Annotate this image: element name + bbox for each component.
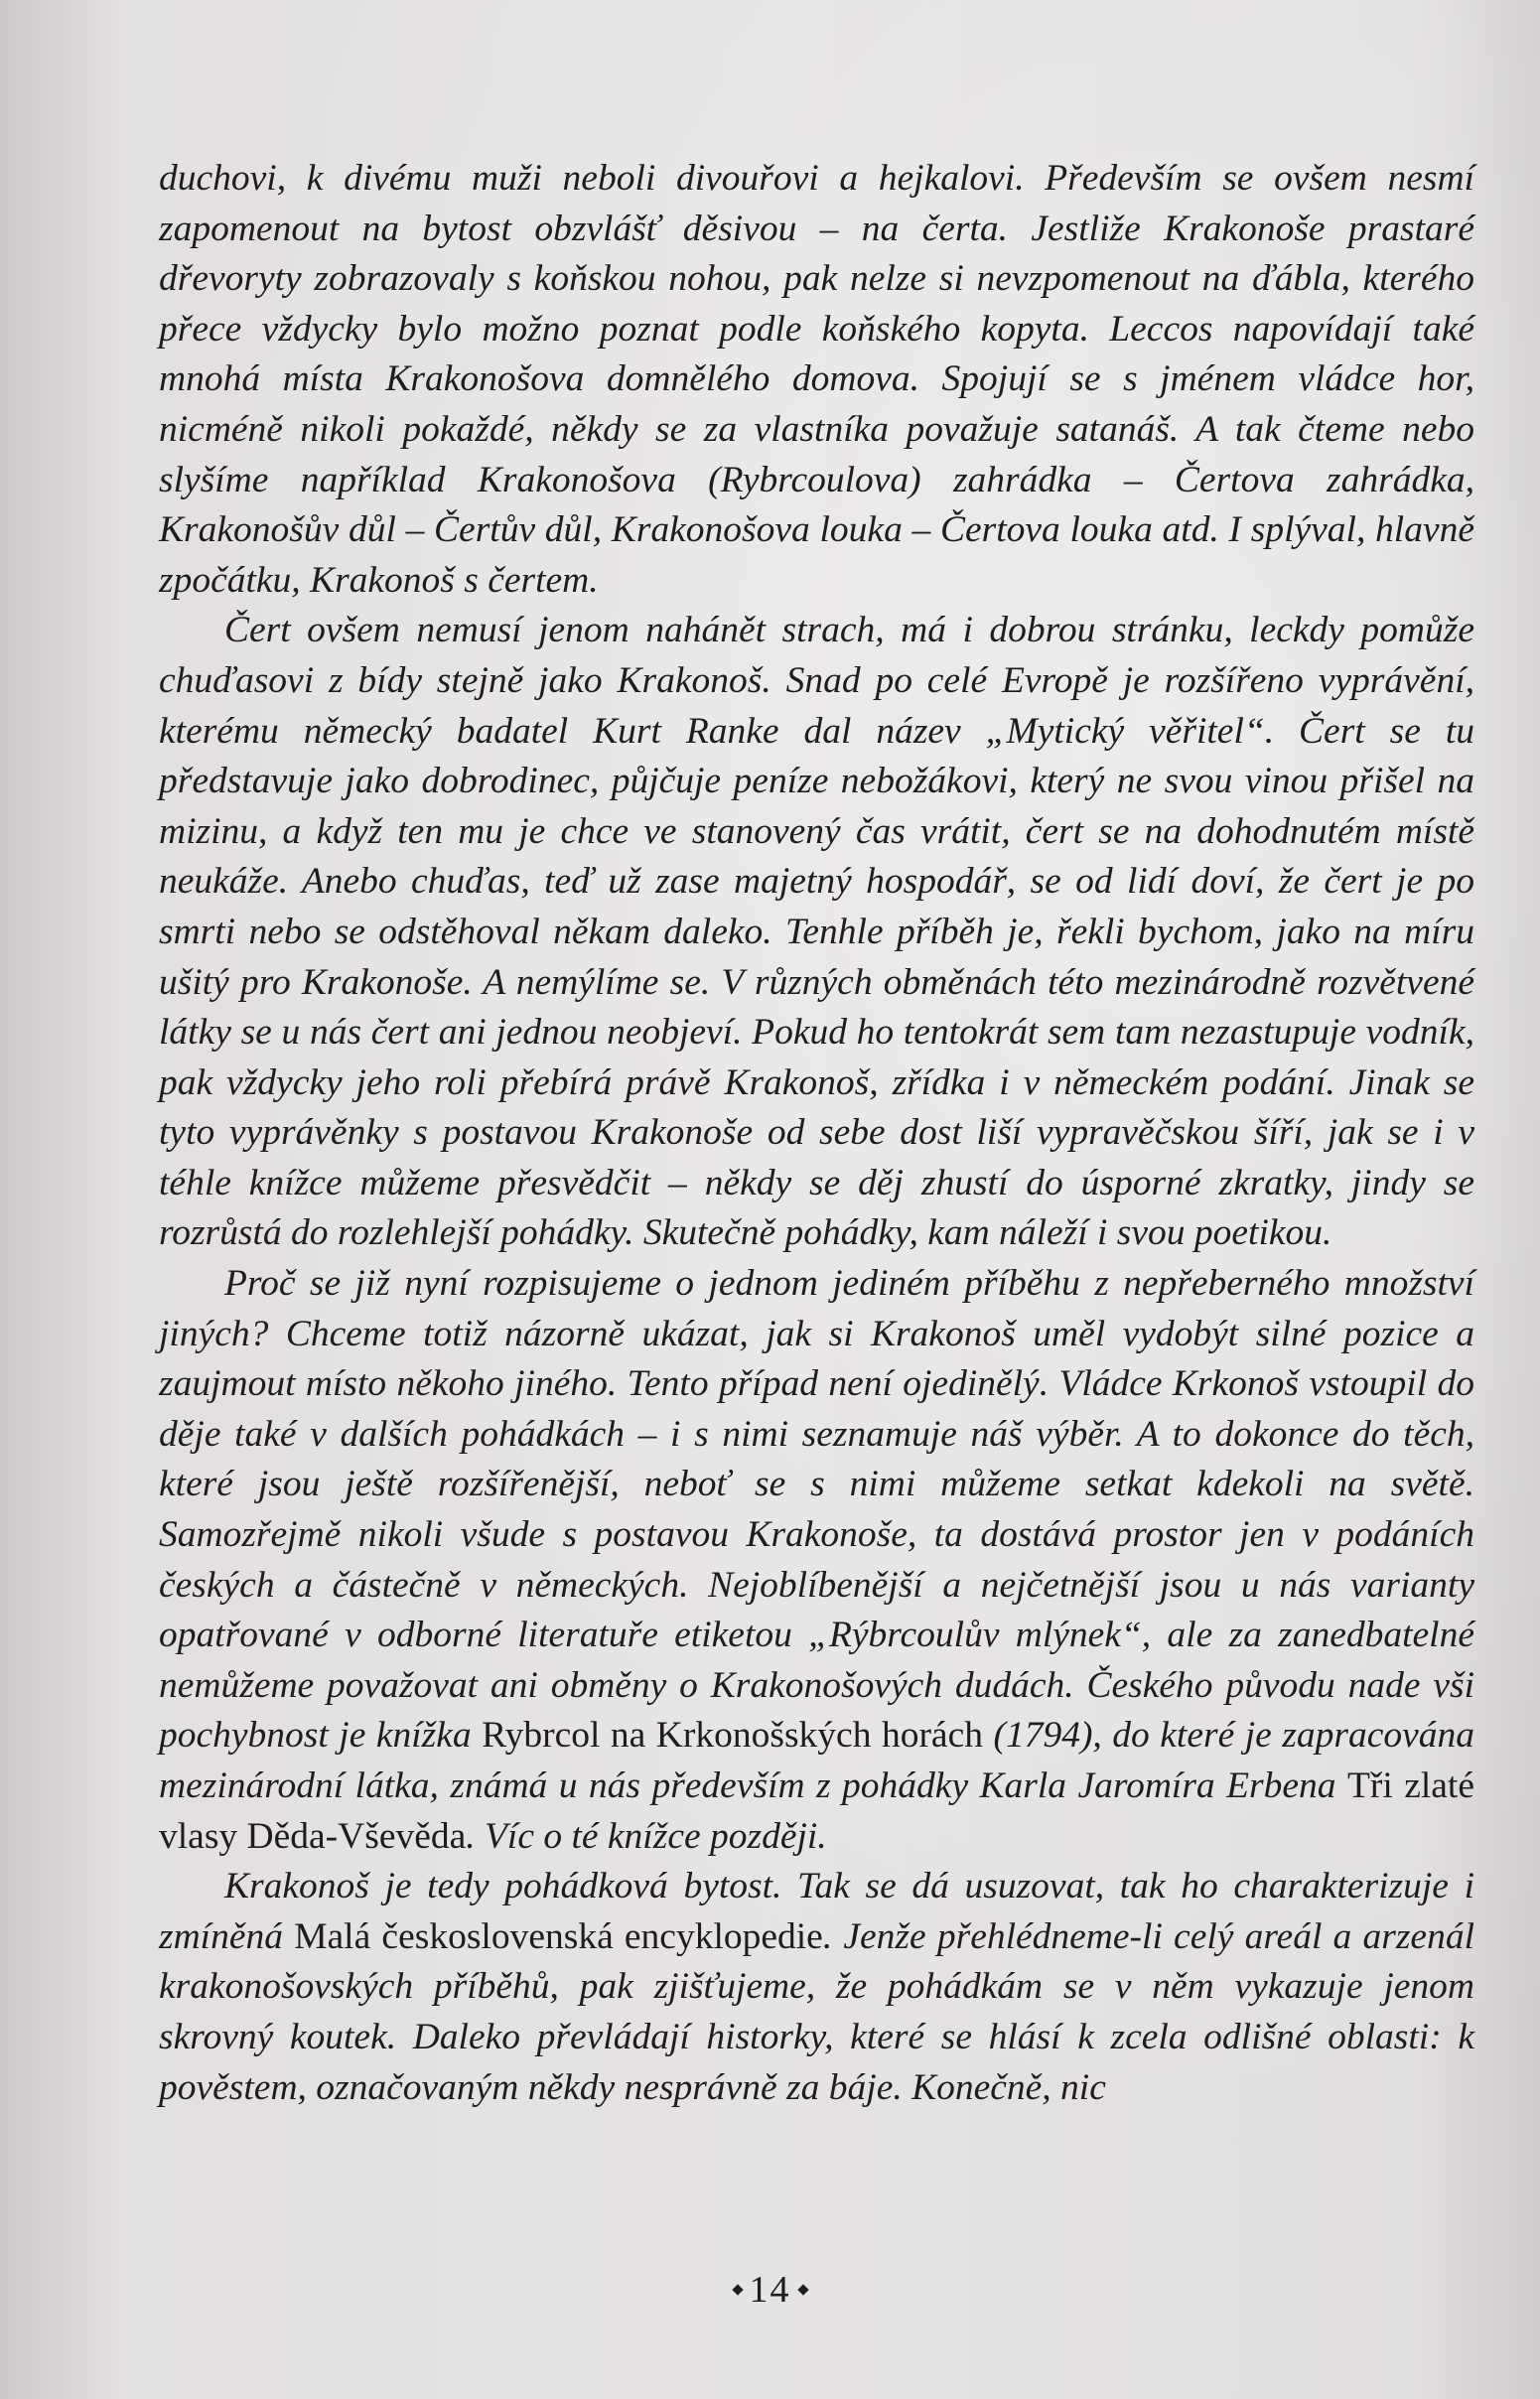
paragraph-1 xyxy=(159,154,1474,606)
tale-title-tri-zlate-vlasy: Tři zlaté vlasy Děda-Vševěda xyxy=(159,1765,1474,1857)
diamond-ornament-left xyxy=(732,2285,743,2296)
book-title-rybrcol: Rybrcol na Krkonošských horách xyxy=(482,1715,983,1757)
paragraph-4-text-a: Krakonoš je tedy pohádková bytost. Tak se dá usuzovat, tak ho charakterizuje i zmíněná xyxy=(159,1866,1474,1957)
paragraph-4-text-b: . Jenže přehlédneme-li celý areál a arzenál krakonošovských příběhů, pak zjišťujeme, že pohádkám se v něm vykazuje jenom skrovný koutek. Daleko převládají historky, které se hlásí k zcela odlišné oblasti: k pověstem, označovaným někdy nesprávně za báje. Konečně, nic xyxy=(159,1915,1474,2108)
paragraph-1-text: duchovi, k divému muži neboli divouřovi a hejkalovi. Především se ovšem nesmí zapomenout na bytost obzvlášť děsivou – na čerta. Jestliže Krakonoše prastaré dřevoryty zobrazovaly s koňskou nohou, pak nelze si nevzpomenout na ďábla, kterého přece vždycky bylo možno poznat podle koňského kopyta. Leccos napovídají také mnohá místa Krakonošova domnělého domova. Spojují se s jménem vládce hor, nicméně nikoli pokaždé, někdy se za vlastníka považuje satanáš. A tak čteme nebo slyšíme například Krakonošova (Rybrcoulova) zahrádka – Čertova zahrádka, Krakonošův důl – Čertův důl, Krakonošova louka – Čertova louka atd. I splýval, hlavně zpočátku, Krakonoš s čertem. xyxy=(159,158,1474,601)
page-number-value: 14 xyxy=(749,2269,791,2311)
paragraph-3-text-b: (1794), do které je zapracována mezinárodní látka, známá u nás především z pohádky Karla Jaromíra Erbena xyxy=(159,1715,1474,1806)
paragraph-3-text-c: . Víc o té knížce později. xyxy=(466,1815,827,1857)
paragraph-3-text-a: Proč se již nyní rozpisujeme o jednom jediném příběhu z nepřeberného množství jiných? Chceme totiž názorně ukázat, jak si Krakonoš uměl vydobýt silné pozice a zaujmout místo někoho jiného. Tento případ není ojedinělý. Vládce Krkonoš vstoupil do děje také v dalších pohádkách – i s nimi seznamuje náš výběr. A to dokonce do těch, které jsou ještě rozšířenější, neboť se s nimi můžeme setkat kdekoli na světě. Samozřejmě nikoli všude s postavou Krakonoše, ta dostává prostor jen v podáních českých a částečně v německých. Nejoblíbenější a nejčetnější jsou u nás varianty opatřované v odborné literatuře etiketou „Rýbrcoulův mlýnek“, ale za zanedbatelné nemůžeme považovat ani obměny o Krakonošových dudách. Českého původu nade vši pochybnost je knížka xyxy=(159,1263,1474,1757)
diamond-ornament-right xyxy=(797,2285,808,2296)
paragraph-2 xyxy=(159,606,1474,1259)
body-text xyxy=(159,154,1474,2113)
paragraph-2-text: Čert ovšem nemusí jenom nahánět strach, má i dobrou stránku, leckdy pomůže chuďasovi z bídy stejně jako Krakonoš. Snad po celé Evropě je rozšířeno vyprávění, kterému německý badatel Kurt Ranke dal název „Mytický věřitel“. Čert se tu představuje jako dobrodinec, půjčuje peníze nebožákovi, který ne svou vinou přišel na mizinu, a když ten mu je chce ve stanovený čas vrátit, čert se na dohodnutém místě neukáže. Anebo chuďas, teď už zase majetný hospodář, se od lidí doví, že čert je po smrti nebo se odstěhoval někam daleko. Tenhle příběh je, řekli bychom, jako na míru ušitý pro Krakonoše. A nemýlíme se. V různých obměnách této mezinárodně rozvětvené látky se u nás čert ani jednou neobjeví. Pokud ho tentokrát sem tam nezastupuje vodník, pak vždycky jeho roli přebírá právě Krakonoš, zřídka i v německém podání. Jinak se tyto vyprávěnky s postavou Krakonoše od sebe dost liší vypravěčskou šíří, jak se i v téhle knížce můžeme přesvědčit – někdy se děj zhustí do úsporné zkratky, jindy se rozrůstá do rozlehlejší pohádky. Skutečně pohádky, kam náleží i svou poetikou. xyxy=(159,610,1474,1254)
paragraph-4 xyxy=(159,1862,1474,2113)
page-number xyxy=(0,2268,1540,2312)
encyclopedia-title: Malá československá encyklopedie xyxy=(294,1915,823,1957)
paragraph-3 xyxy=(159,1259,1474,1862)
